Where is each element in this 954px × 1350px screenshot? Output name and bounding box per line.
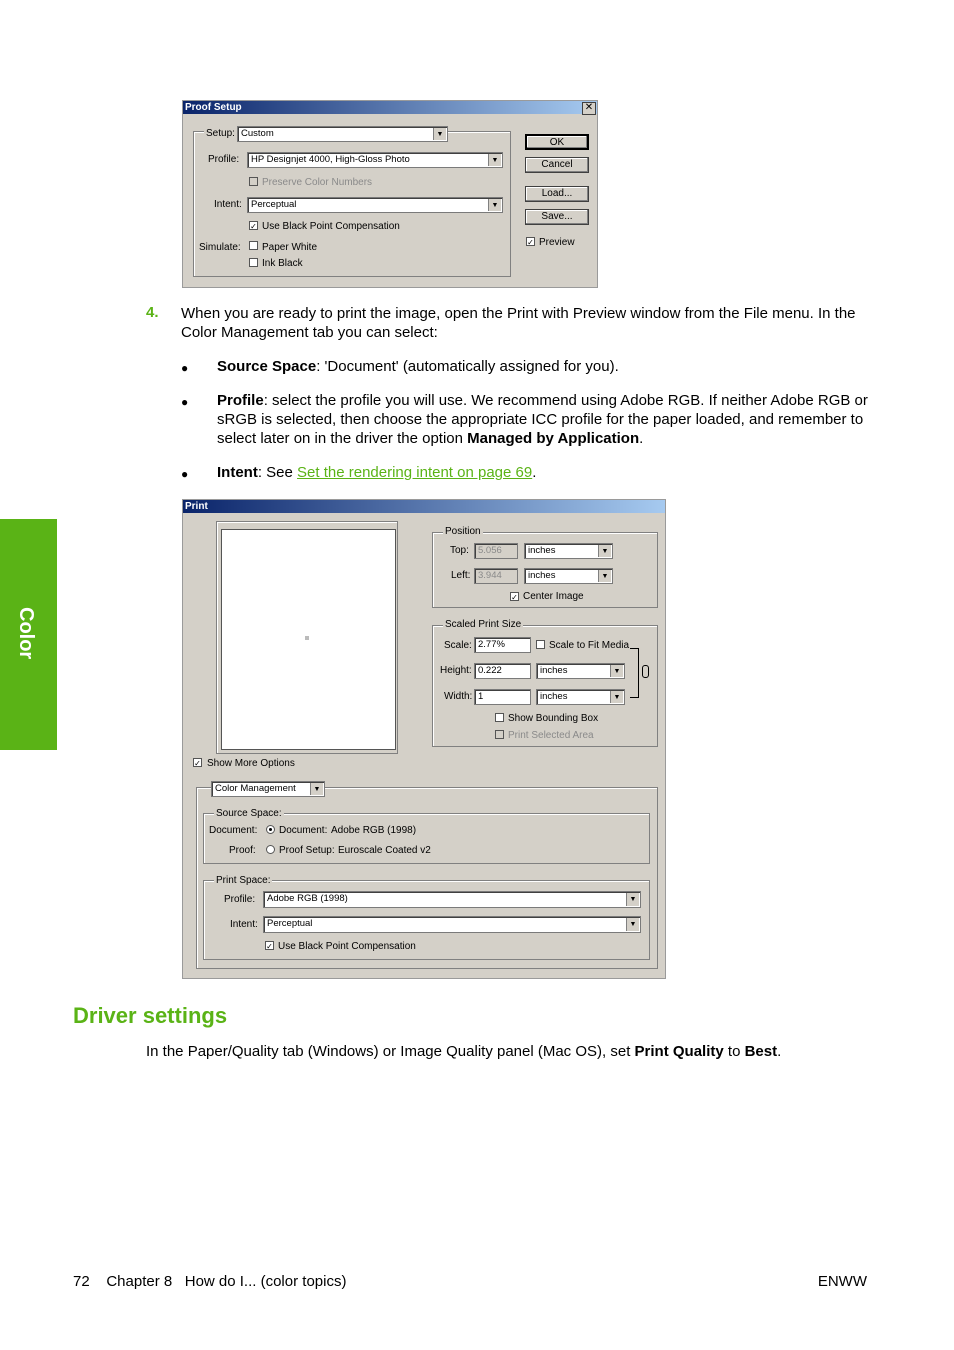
document-profile: Adobe RGB (1998) xyxy=(331,825,417,836)
bullet-term: Intent xyxy=(217,464,258,481)
print-selected-checkbox[interactable] xyxy=(495,730,504,739)
bullet-term: Source Space xyxy=(217,358,317,375)
image-thumbnail xyxy=(305,636,309,640)
ps-profile-value: Adobe RGB (1998) xyxy=(267,893,348,904)
chevron-down-icon[interactable]: ▼ xyxy=(626,918,639,931)
center-image-label: Center Image xyxy=(523,591,584,602)
rendering-intent-link[interactable]: Set the rendering intent on page 69 xyxy=(297,464,533,481)
position-label: Position xyxy=(445,526,481,537)
link-bracket xyxy=(630,648,639,698)
chevron-down-icon[interactable]: ▼ xyxy=(610,691,623,703)
profile-value: HP Designjet 4000, High-Gloss Photo xyxy=(251,154,410,165)
black-point-label: Use Black Point Compensation xyxy=(262,221,400,232)
options-dropdown[interactable] xyxy=(211,781,325,797)
ps-black-point-checkbox[interactable]: ✓ xyxy=(266,942,273,951)
ink-black-label: Ink Black xyxy=(262,258,303,269)
show-more-checkbox[interactable]: ✓ xyxy=(194,759,201,768)
width-unit-value: inches xyxy=(540,691,568,702)
proof-option: Proof Setup: xyxy=(279,845,335,856)
print-selected-label: Print Selected Area xyxy=(508,730,594,741)
bullet-icon: ● xyxy=(181,361,189,375)
bullet-icon: ● xyxy=(181,467,189,481)
para-text-end: . xyxy=(777,1043,782,1060)
side-tab-label: Color xyxy=(15,607,37,660)
width-label: Width: xyxy=(444,691,473,702)
top-unit-value: inches xyxy=(528,545,556,556)
document-radio[interactable] xyxy=(266,825,275,834)
print-space-label: Print Space: xyxy=(216,875,271,886)
preserve-color-checkbox[interactable] xyxy=(249,177,258,186)
intent-dropdown[interactable] xyxy=(247,197,503,213)
proof-radio[interactable] xyxy=(266,845,275,854)
chevron-down-icon[interactable]: ▼ xyxy=(598,545,611,557)
chevron-down-icon[interactable]: ▼ xyxy=(610,665,623,677)
chevron-down-icon[interactable]: ▼ xyxy=(598,570,611,582)
section-heading: Driver settings xyxy=(73,1003,228,1028)
left-label: Left: xyxy=(451,570,471,581)
left-input[interactable]: 3.944 xyxy=(474,568,518,584)
preserve-color-label: Preserve Color Numbers xyxy=(262,177,373,188)
top-unit-dropdown[interactable] xyxy=(524,543,613,559)
driver-settings-text xyxy=(146,1042,781,1061)
save-button[interactable]: Save... xyxy=(525,209,589,225)
bullet-term: Profile xyxy=(217,392,264,409)
dialog-title: Print xyxy=(183,500,665,513)
dialog-title: Proof Setup xyxy=(183,101,597,114)
bullet-text: : See xyxy=(257,464,298,481)
proof-profile: Euroscale Coated v2 xyxy=(338,845,431,856)
side-tab xyxy=(0,519,57,750)
height-unit-value: inches xyxy=(540,665,568,676)
height-label: Height: xyxy=(440,665,472,676)
intent-value: Perceptual xyxy=(251,199,297,210)
proof-label: Proof: xyxy=(229,845,256,856)
setup-label: Setup: xyxy=(206,128,235,139)
ps-intent-dropdown[interactable] xyxy=(263,916,641,933)
preview-checkbox[interactable]: ✓ xyxy=(527,238,534,247)
footer-left: 72 Chapter 8 How do I... (color topics) xyxy=(73,1273,347,1290)
para-text: In the Paper/Quality tab (Windows) or Image Quality panel (Mac OS), set xyxy=(146,1043,635,1060)
bullet-source-space xyxy=(217,357,872,376)
height-unit-dropdown[interactable] xyxy=(536,663,625,679)
footer-right: ENWW xyxy=(817,1273,867,1290)
bullet-text-2: . xyxy=(532,464,537,481)
scale-input[interactable]: 2.77% xyxy=(474,637,531,653)
bullet-term-2: Managed by Application xyxy=(467,430,640,447)
close-icon[interactable]: ✕ xyxy=(582,102,596,115)
bullet-text: : select the profile you will use. We recommend using Adobe RGB. If neither Adobe RGB or sRGB is selected, then choose the appropriate ICC profile for the paper loaded, and remember to select later on in the driver the option xyxy=(217,392,868,447)
print-dialog xyxy=(182,499,666,979)
ink-black-checkbox[interactable] xyxy=(249,258,258,267)
ok-button[interactable]: OK xyxy=(525,134,589,150)
left-unit-value: inches xyxy=(528,570,556,581)
black-point-checkbox[interactable]: ✓ xyxy=(250,222,257,231)
scaled-print-size-label: Scaled Print Size xyxy=(445,619,522,630)
para-text-mid: to xyxy=(723,1043,745,1060)
chevron-down-icon[interactable]: ▼ xyxy=(310,783,323,795)
source-space-label: Source Space: xyxy=(216,808,282,819)
scale-fit-label: Scale to Fit Media xyxy=(549,640,630,651)
ps-profile-label: Profile: xyxy=(224,894,256,905)
center-image-checkbox[interactable]: ✓ xyxy=(511,593,518,602)
bullet-profile xyxy=(217,391,872,448)
setup-value: Custom xyxy=(241,128,274,139)
document-option: Document: xyxy=(279,825,328,836)
document-label: Document: xyxy=(209,825,258,836)
load-button[interactable]: Load... xyxy=(525,186,589,202)
width-input[interactable]: 1 xyxy=(474,689,531,705)
para-term-2: Best xyxy=(744,1043,778,1060)
bounding-box-checkbox[interactable] xyxy=(495,713,504,722)
scale-label: Scale: xyxy=(444,640,472,651)
bullet-text-2: . xyxy=(639,430,644,447)
top-label: Top: xyxy=(450,545,469,556)
chain-link-icon[interactable] xyxy=(642,665,649,678)
step-text: When you are ready to print the image, open the Print with Preview window from the File menu. In the Color Management tab you can select: xyxy=(181,305,856,341)
width-unit-dropdown[interactable] xyxy=(536,689,625,705)
intent-label: Intent: xyxy=(214,199,242,210)
preview-label: Preview xyxy=(539,237,575,248)
bullet-icon: ● xyxy=(181,395,189,409)
chevron-down-icon[interactable]: ▼ xyxy=(626,893,639,906)
paper-white-label: Paper White xyxy=(262,242,318,253)
ps-intent-value: Perceptual xyxy=(267,918,313,929)
simulate-label: Simulate: xyxy=(199,242,241,253)
paper-white-checkbox[interactable] xyxy=(249,241,258,250)
left-unit-dropdown[interactable] xyxy=(524,568,613,584)
bullet-text: : 'Document' (automatically assigned for you). xyxy=(316,358,619,375)
options-value: Color Management xyxy=(215,783,296,794)
ps-intent-label: Intent: xyxy=(230,919,258,930)
setup-dropdown[interactable] xyxy=(237,126,448,142)
chevron-down-icon[interactable]: ▼ xyxy=(488,154,501,166)
para-term: Print Quality xyxy=(634,1043,724,1060)
bounding-box-label: Show Bounding Box xyxy=(508,713,599,724)
chevron-down-icon[interactable]: ▼ xyxy=(433,128,446,140)
step-number: 4. xyxy=(146,304,159,321)
profile-dropdown[interactable] xyxy=(247,152,503,168)
scale-fit-checkbox[interactable] xyxy=(536,640,545,649)
source-space-group xyxy=(203,813,650,864)
top-input[interactable]: 5.056 xyxy=(474,543,518,559)
chevron-down-icon[interactable]: ▼ xyxy=(488,199,501,211)
ps-black-point-label: Use Black Point Compensation xyxy=(278,941,416,952)
show-more-label: Show More Options xyxy=(207,758,295,769)
ps-profile-dropdown[interactable] xyxy=(263,891,641,908)
proof-setup-dialog xyxy=(182,100,598,288)
height-input[interactable]: 0.222 xyxy=(474,663,531,679)
profile-label: Profile: xyxy=(208,154,240,165)
bullet-intent xyxy=(217,463,872,482)
cancel-button[interactable]: Cancel xyxy=(525,157,589,173)
